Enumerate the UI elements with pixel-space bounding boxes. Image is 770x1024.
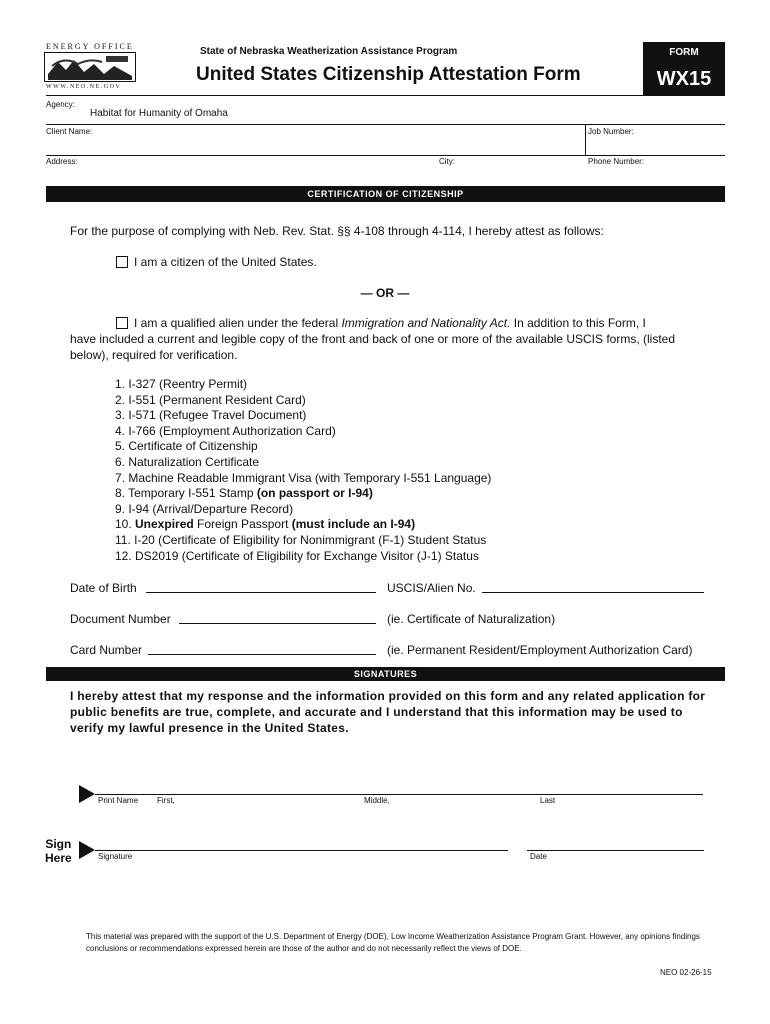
address-field[interactable]: [46, 166, 431, 180]
citizen-checkbox[interactable]: [116, 256, 128, 268]
document-number-label: Document Number: [70, 612, 171, 626]
form-number-badge: [643, 42, 725, 96]
footer-disclaimer: This material was prepared with the support of the U.S. Department of Energy (DOE), Low Income Weatherization Assistance Program Grant. However, any opinions findings conclusions or recommendations expressed herein are those of the author and do not necessarily reflect the views of DOE.: [86, 932, 700, 953]
program-name: State of Nebraska Weatherization Assistance Program: [200, 46, 458, 57]
signature-label: Signature: [98, 852, 133, 861]
phone-number-label: Phone Number:: [588, 157, 645, 166]
list-item: 9. I-94 (Arrival/Departure Record): [115, 501, 294, 516]
city-field[interactable]: [439, 166, 579, 180]
list-item: 10. Unexpired Foreign Passport (must include an I-94): [115, 517, 416, 532]
print-name-field[interactable]: [95, 794, 703, 795]
signatures-heading: SIGNATURES: [46, 667, 725, 681]
document-number-note: (ie. Certificate of Naturalization): [387, 612, 556, 626]
job-number-label: Job Number:: [588, 127, 634, 136]
first-name-label: First,: [157, 796, 175, 805]
date-label: Date: [530, 852, 547, 861]
client-name-label: Client Name:: [46, 127, 93, 136]
or-divider: — OR —: [360, 286, 410, 300]
list-item: 2. I-551 (Permanent Resident Card): [115, 392, 306, 407]
arrow-right-icon: [79, 785, 95, 803]
middle-name-label: Middle,: [364, 796, 390, 805]
intro-text: For the purpose of complying with Neb. Rev. Stat. §§ 4-108 through 4-114, I hereby attest as follows:: [70, 224, 604, 238]
page-title: United States Citizenship Attestation Form: [196, 64, 581, 85]
nebraska-seal-icon: [44, 52, 136, 82]
job-number-field[interactable]: [588, 136, 722, 152]
form-label: FORM: [669, 47, 699, 58]
document-number-field[interactable]: [179, 623, 376, 624]
form-number: WX15: [656, 68, 712, 90]
list-item: 4. I-766 (Employment Authorization Card): [115, 423, 336, 438]
list-item: 1. I-327 (Reentry Permit): [115, 377, 248, 391]
list-item: 12. DS2019 (Certificate of Eligibility for Exchange Visitor (J-1) Status: [115, 548, 479, 563]
last-name-label: Last: [540, 796, 556, 805]
qualified-alien-text-2: have included a current and legible copy of the front and back of one or more of the available USCIS forms, (listed: [70, 332, 676, 346]
client-name-field[interactable]: [46, 136, 584, 152]
attestation-text: I hereby attest that my response and the information provided on this form and any related application for public benefits are true, complete, and accurate and I understand that this information may be used to verify my lawful presence in the United States.: [70, 689, 706, 735]
phone-number-field[interactable]: [588, 166, 722, 180]
uscis-alien-label: USCIS/Alien No.: [387, 581, 476, 595]
card-number-label: Card Number: [70, 643, 143, 657]
card-number-field[interactable]: [148, 654, 376, 655]
energy-office-logo: [44, 42, 136, 92]
list-item: 5. Certificate of Citizenship: [115, 439, 258, 454]
date-of-birth-field[interactable]: [146, 592, 376, 593]
logo-bottom-text: WWW.NEO.NE.GOV: [46, 84, 122, 90]
qualified-alien-checkbox[interactable]: [116, 317, 128, 329]
agency-field[interactable]: Habitat for Humanity of Omaha: [90, 108, 228, 119]
list-item: 6. Naturalization Certificate: [115, 454, 260, 469]
logo-top-text: ENERGY OFFICE: [46, 42, 134, 51]
address-label: Address:: [46, 157, 78, 166]
uscis-alien-field[interactable]: [482, 592, 704, 593]
card-number-note: (ie. Permanent Resident/Employment Authorization Card): [387, 643, 693, 657]
signature-field[interactable]: [95, 850, 508, 851]
form-revision-code: NEO 02-26-15: [660, 968, 712, 977]
list-item: 3. I-571 (Refugee Travel Document): [115, 408, 307, 423]
list-item: 8. Temporary I-551 Stamp (on passport or I-94): [115, 486, 373, 501]
date-of-birth-label: Date of Birth: [70, 581, 137, 595]
list-item: 11. I-20 (Certificate of Eligibility for Nonimmigrant (F-1) Student Status: [115, 532, 487, 547]
citizen-option-text: I am a citizen of the United States.: [134, 255, 317, 269]
arrow-right-icon: [79, 841, 95, 859]
qualified-alien-text: I am a qualified alien under the federal Immigration and Nationality Act. In addition to this Form, I: [134, 316, 646, 330]
qualified-alien-text-3: below), required for verification.: [70, 348, 238, 362]
certification-heading: CERTIFICATION OF CITIZENSHIP: [46, 186, 725, 202]
date-field[interactable]: [527, 850, 704, 851]
print-name-label: Print Name: [98, 796, 139, 805]
list-item: 7. Machine Readable Immigrant Visa (with Temporary I-551 Language): [115, 470, 492, 485]
sign-here-label: Sign Here: [45, 837, 72, 865]
uscis-document-list: [115, 377, 491, 564]
city-label: City:: [439, 157, 455, 166]
agency-label: Agency:: [46, 100, 75, 109]
